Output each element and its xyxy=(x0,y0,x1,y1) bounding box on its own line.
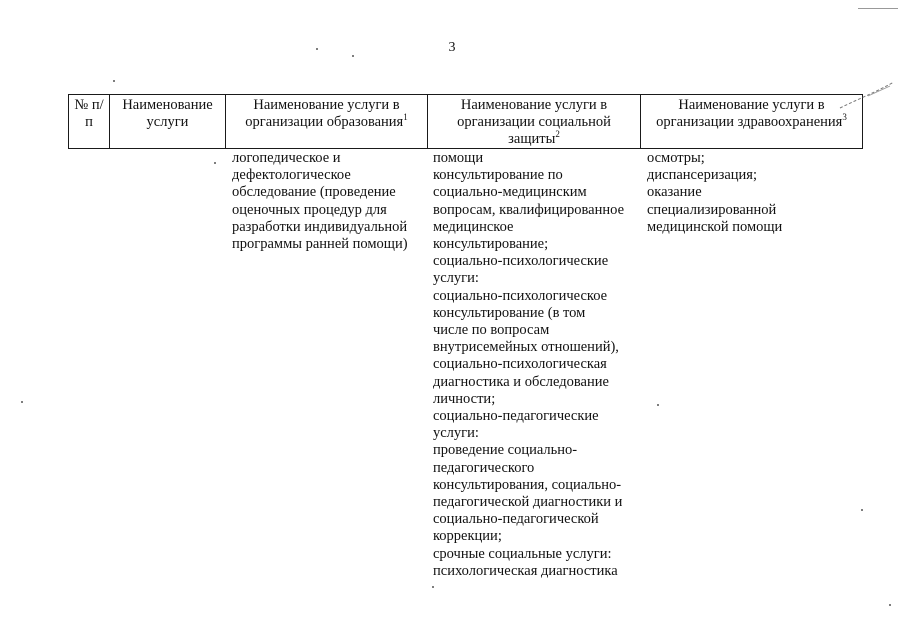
header-education-service: Наименование услуги в организации образования$^1$ xyxy=(226,95,428,149)
services-table-header xyxy=(68,94,863,149)
scan-speck xyxy=(889,604,891,606)
scan-speck xyxy=(214,162,216,164)
scan-speck xyxy=(21,401,23,403)
header-number: № п/п xyxy=(69,95,110,149)
footnote-mark-1: 1 xyxy=(403,112,408,123)
footnote-mark-2: 2 xyxy=(555,129,560,140)
header-social-service: Наименование услуги в организации социальной защиты$^2$ xyxy=(428,95,641,149)
scan-edge-line xyxy=(858,8,898,9)
health-services-text: осмотры; диспансеризация; оказание специализированной медицинской помощи xyxy=(647,150,783,235)
education-services-text: логопедическое и дефектологическое обследование (проведение оценочных процедур для разработки индивидуальной программы ранней помощи) xyxy=(232,150,408,253)
header-service-name: Наименование услуги xyxy=(110,95,226,149)
scan-speck xyxy=(432,586,434,588)
scan-speck xyxy=(861,509,863,511)
footnote-mark-3: 3 xyxy=(842,112,847,123)
scan-speck xyxy=(352,55,354,57)
social-services-text: помощи консультирование по социально-медицинским вопросам, квалифицированное медицинское консультирование; социально-психологические услуги: социально-психологическое консультирование (в том числе по вопросам внутрисемейных отношений), социально-психологическая диагностика и обследование личности; социально-педагогические услуги: проведение социально- педагогического консультирования, социально- педагогической диагностики и социально-педагогической коррекции; срочные социальные услуги: психологическая диагностика xyxy=(433,150,624,579)
scan-speck xyxy=(657,404,659,406)
scan-mark xyxy=(838,76,898,112)
scan-speck xyxy=(316,48,318,50)
table-header-row xyxy=(69,95,863,149)
scan-speck xyxy=(113,80,115,82)
header-health-service: Наименование услуги в организации здравоохранения$^3$ xyxy=(641,95,863,149)
page-number: 3 xyxy=(448,40,456,55)
